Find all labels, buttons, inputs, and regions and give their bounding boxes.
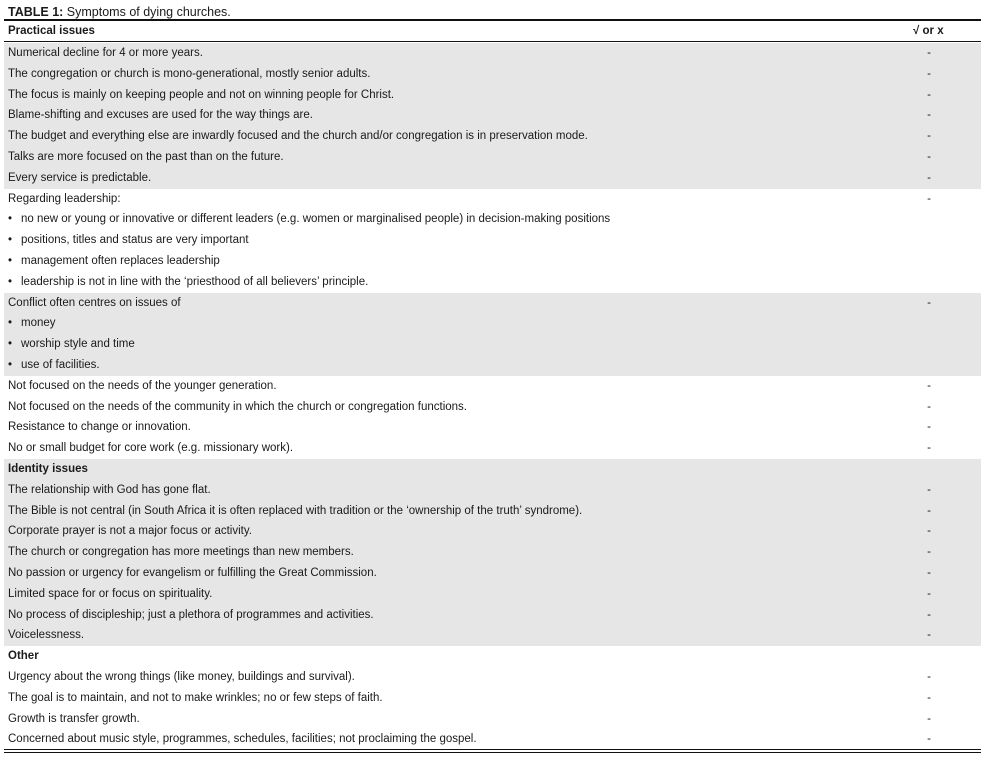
row-text [8, 293, 181, 314]
bullet-icon: • [8, 234, 13, 247]
table-header [4, 22, 981, 41]
table-row [4, 688, 981, 709]
table-row [4, 729, 981, 750]
row-label: Concerned about music style, programmes, schedules, facilities; not proclaiming the gospel. [8, 733, 477, 746]
bullet-item [8, 251, 220, 272]
table-row [4, 397, 981, 418]
check-mark-cell: - [927, 712, 931, 725]
row-label: Growth is transfer growth. [8, 712, 140, 725]
row-text [8, 563, 377, 584]
check-mark-cell: - [927, 67, 931, 80]
row-label: The budget and everything else are inwardly focused and the church and/or congregation is in preservation mode. [8, 130, 588, 143]
row-text [8, 625, 84, 646]
row-text [8, 605, 374, 626]
table-row [4, 189, 981, 210]
table-row [4, 480, 981, 501]
row-text [8, 438, 293, 459]
table-row [4, 230, 981, 251]
table-row [4, 563, 981, 584]
row-label: No passion or urgency for evangelism or fulfilling the Great Commission. [8, 566, 377, 579]
check-mark-cell: - [927, 608, 931, 621]
table-row [4, 313, 981, 334]
row-label: Blame-shifting and excuses are used for the way things are. [8, 109, 313, 122]
row-text [8, 501, 582, 522]
header-practical-issues: Practical issues [8, 25, 95, 37]
row-label: Conflict often centres on issues of [8, 296, 181, 309]
row-text [8, 168, 151, 189]
table-row [4, 105, 981, 126]
check-mark-cell: - [927, 691, 931, 704]
row-text [8, 126, 588, 147]
bullet-icon: • [8, 213, 13, 226]
table-row [4, 126, 981, 147]
row-text [8, 147, 284, 168]
check-mark-cell: - [927, 629, 931, 642]
row-label: Resistance to change or innovation. [8, 421, 191, 434]
table-header-rule [4, 41, 981, 42]
table-row [4, 355, 981, 376]
table-body [4, 43, 981, 750]
row-text [8, 417, 191, 438]
table-row [4, 667, 981, 688]
row-label: Not focused on the needs of the younger generation. [8, 379, 277, 392]
table-row [4, 376, 981, 397]
check-mark-cell: - [927, 566, 931, 579]
bullet-item [8, 355, 100, 376]
table-bottom-rule-double [4, 752, 981, 753]
bullet-item [8, 230, 249, 251]
table-row [4, 605, 981, 626]
check-mark-cell: - [927, 171, 931, 184]
row-text [8, 397, 467, 418]
row-text [8, 64, 370, 85]
table-row [4, 501, 981, 522]
row-text [8, 688, 383, 709]
table-row [4, 209, 981, 230]
check-mark-cell: - [927, 109, 931, 122]
check-mark-cell: - [927, 47, 931, 59]
check-mark-cell: - [927, 150, 931, 163]
check-mark-cell: - [927, 130, 931, 143]
bullet-item [8, 334, 135, 355]
check-mark-cell: - [927, 483, 931, 496]
table-row [4, 459, 981, 480]
row-text [8, 43, 203, 64]
row-label: The church or congregation has more meetings than new members. [8, 546, 354, 559]
table-caption-text: Symptoms of dying churches. [63, 5, 231, 19]
check-mark-cell: - [927, 88, 931, 101]
bullet-icon: • [8, 317, 13, 330]
check-mark-cell: - [927, 379, 931, 392]
check-mark-cell: - [927, 670, 931, 683]
section-heading [8, 646, 39, 667]
row-label: Talks are more focused on the past than on the future. [8, 150, 284, 163]
row-label: worship style and time [21, 338, 135, 351]
check-mark-cell: - [927, 587, 931, 600]
row-text [8, 729, 477, 750]
row-text [8, 521, 252, 542]
check-mark-cell: - [927, 504, 931, 517]
row-label: No or small budget for core work (e.g. missionary work). [8, 442, 294, 455]
row-label: Corporate prayer is not a major focus or activity. [8, 525, 252, 538]
table-row [4, 542, 981, 563]
row-label: The goal is to maintain, and not to make wrinkles; no or few steps of faith. [8, 691, 383, 704]
section-heading [8, 459, 88, 480]
row-text [8, 709, 140, 730]
row-label: Regarding leadership: [8, 192, 121, 205]
table-row [4, 293, 981, 314]
row-text [8, 105, 313, 126]
table-row [4, 709, 981, 730]
table-row [4, 85, 981, 106]
table-caption-label: TABLE 1: [8, 5, 64, 19]
row-text [8, 542, 354, 563]
table-row [4, 64, 981, 85]
check-mark-cell: - [927, 421, 931, 434]
row-label: Limited space for or focus on spirituality. [8, 587, 213, 600]
table-bottom-rule [4, 749, 981, 750]
table-row [4, 417, 981, 438]
table-row [4, 584, 981, 605]
check-mark-cell: - [927, 525, 931, 538]
check-mark-cell: - [927, 733, 931, 746]
check-mark-cell: - [927, 192, 931, 205]
table-row [4, 646, 981, 667]
row-label: No process of discipleship; just a plethora of programmes and activities. [8, 608, 374, 621]
table-row [4, 334, 981, 355]
row-label: use of facilities. [21, 358, 100, 371]
row-label: Every service is predictable. [8, 171, 152, 184]
row-label: positions, titles and status are very important [21, 234, 249, 247]
row-text [8, 376, 277, 397]
row-label: no new or young or innovative or different leaders (e.g. women or marginalised people) in decision-making positions [21, 213, 611, 226]
row-text [8, 480, 211, 501]
check-mark-cell: - [927, 546, 931, 559]
row-label: money [21, 317, 56, 330]
table-row [4, 625, 981, 646]
row-label: The congregation or church is mono-generational, mostly senior adults. [8, 67, 371, 80]
header-check-column: √ or x [913, 25, 944, 37]
row-label: Urgency about the wrong things (like money, buildings and survival). [8, 670, 355, 683]
row-label: Numerical decline for 4 or more years. [8, 47, 203, 59]
row-text [8, 584, 212, 605]
row-label: Other [8, 650, 39, 663]
check-mark-cell: - [927, 296, 931, 309]
bullet-item [8, 313, 56, 334]
table-row [4, 521, 981, 542]
bullet-icon: • [8, 358, 13, 371]
table-row [4, 43, 981, 64]
check-mark-cell: - [927, 400, 931, 413]
bullet-item [8, 209, 610, 230]
row-text [8, 667, 355, 688]
row-label: The relationship with God has gone flat. [8, 483, 211, 496]
row-label: leadership is not in line with the ‘priesthood of all believers’ principle. [21, 275, 369, 288]
row-label: The focus is mainly on keeping people and not on winning people for Christ. [8, 88, 395, 101]
row-text [8, 189, 121, 210]
bullet-icon: • [8, 275, 13, 288]
table-row [4, 438, 981, 459]
table-top-rule [4, 19, 981, 21]
table-row [4, 251, 981, 272]
bullet-icon: • [8, 338, 13, 351]
bullet-item [8, 272, 368, 293]
table-row [4, 168, 981, 189]
table-row [4, 272, 981, 293]
table-row [4, 147, 981, 168]
row-text [8, 85, 394, 106]
row-label: management often replaces leadership [21, 254, 220, 267]
row-label: Identity issues [8, 462, 88, 475]
row-label: Voicelessness. [8, 629, 85, 642]
row-label: The Bible is not central (in South Africa it is often replaced with tradition or the ‘ownership of the truth’ syndrome). [8, 504, 583, 517]
check-mark-cell: - [927, 442, 931, 455]
row-label: Not focused on the needs of the community in which the church or congregation functions. [8, 400, 467, 413]
bullet-icon: • [8, 254, 13, 267]
